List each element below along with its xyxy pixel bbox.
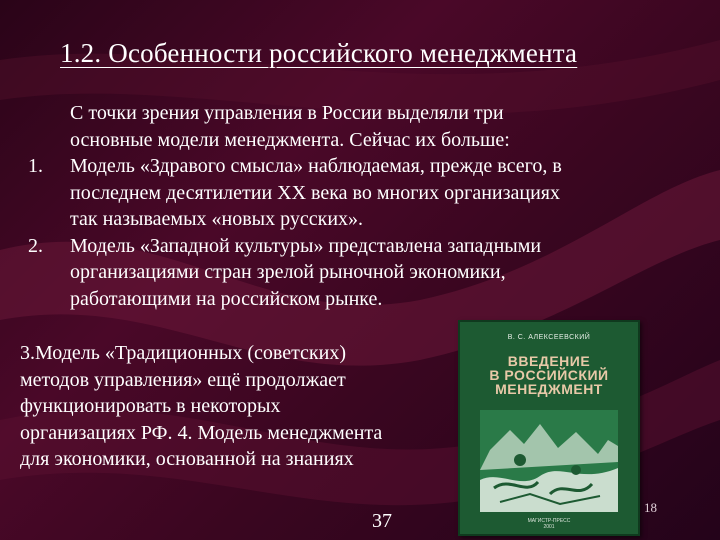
publisher-name: МАГИСТР-ПРЕСС [527,518,571,524]
intro-line: основные модели менеджмента. Сейчас их больше: [70,128,510,151]
list-item [28,153,688,233]
paragraph-line: 3.Модель «Традиционных (советских) [20,342,347,364]
publisher-year: 2001 [543,524,555,530]
page-number: 37 [372,510,392,532]
lower-paragraph [20,340,470,473]
slide-body [28,100,688,312]
book-publisher [460,518,638,530]
list-item [28,233,688,313]
book-cover-image [458,320,640,536]
list-item-line: последнем десятилетии XX века во многих организациях [70,181,560,204]
paragraph-line: для экономики, основанной на знаниях [20,448,354,470]
list-item-line: Модель «Западной культуры» представлена западными [70,234,542,257]
book-title [470,354,628,396]
slide-title: 1.2. Особенности российского менеджмента [60,38,578,68]
paragraph-line: организациях РФ. 4. Модель менеджмента [20,421,383,444]
book-author: В. С. АЛЕКСЕЕВСКИЙ [507,334,591,341]
list-item-line: Модель «Здравого смысла» наблюдаемая, прежде всего, в [70,155,562,177]
intro-line: С точки зрения управления в России выделяли три [70,102,504,124]
book-illustration [480,410,618,512]
list-number: 2. [28,234,43,257]
book-title-line: МЕНЕДЖМЕНТ [495,381,603,397]
list-item-line: работающими на российском рынке. [70,287,383,310]
list-item-line: так называемых «новых русских». [70,208,364,230]
list-number: 1. [28,155,43,177]
book-title-line: В РОССИЙСКИЙ [489,367,609,383]
paragraph-line: методов управления» ещё продолжает [20,368,346,391]
paragraph-line: функционировать в некоторых [20,395,281,417]
list-item-line: организациями стран зрелой рыночной экономики, [70,261,506,283]
slide-number: 18 [644,500,657,515]
book-title-line: ВВЕДЕНИЕ [507,353,591,369]
